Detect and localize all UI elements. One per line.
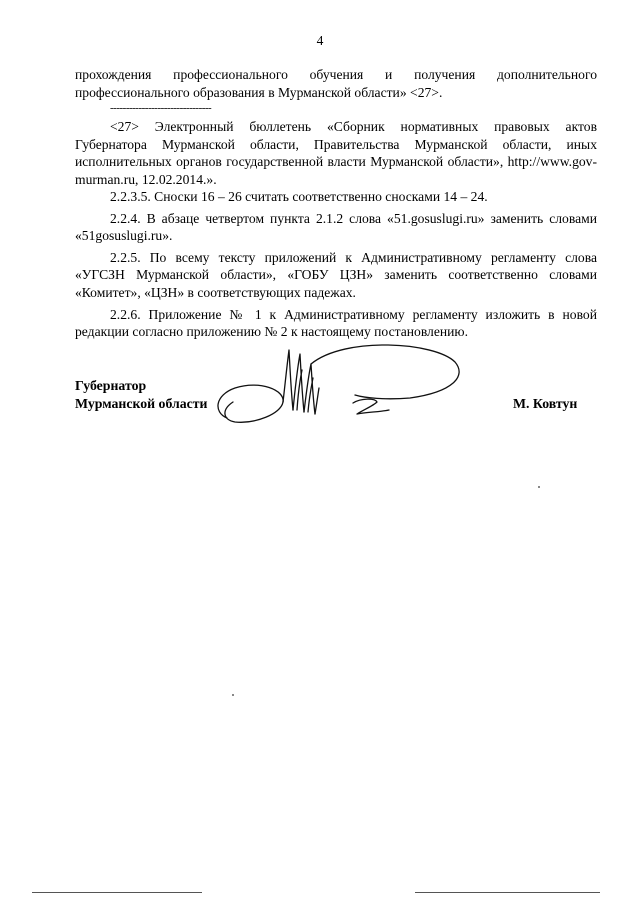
scan-edge-line (32, 892, 202, 893)
signatory-title-line2: Мурманской области (75, 396, 208, 411)
signatory-title-line1: Губернатор (75, 378, 147, 393)
continuation-paragraph (75, 66, 597, 101)
page-number: 4 (316, 33, 324, 48)
scan-speck (232, 694, 234, 696)
amendment-item: 2.2.6. Приложение № 1 к Административному регламенту изложить в новой редакции согласно приложению № 2 к настоящему постановлению. (75, 306, 597, 340)
signatory-name: М. Ковтун (513, 396, 578, 411)
amendment-item: 2.2.4. В абзаце четвертом пункта 2.1.2 слова «51.gosuslugi.ru» заменить словами «51gosuslugi.ru». (75, 210, 597, 244)
scan-edge-line (415, 892, 600, 893)
footnote-block (75, 118, 597, 188)
continuation-text: прохождения профессионального обучения и получения дополнительного профессионального образования в Мурманской области» <27>. (75, 67, 597, 100)
footnote-text: <27> Электронный бюллетень «Сборник нормативных правовых актов Губернатора Мурманской области, Правительства Мурманской области, иных исполнительных органов государственной власти Мурманской области», http://www.gov-murman.ru, 12.02.2014.». (75, 119, 597, 187)
amendment-item: 2.2.3.5. Сноски 16 – 26 считать соответственно сносками 14 – 24. (110, 189, 488, 204)
signatory-title (75, 377, 208, 413)
amendment-items (75, 188, 597, 345)
handwritten-signature (205, 340, 465, 440)
scan-speck (538, 486, 540, 488)
footnote-separator: -------------------------------- (110, 102, 212, 114)
amendment-item: 2.2.5. По всему тексту приложений к Административному регламенту слова «УГСЗН Мурманской области», «ГОБУ ЦЗН» заменить соответственно словами «Комитет», «ЦЗН» в соответствующих падежах. (75, 249, 597, 300)
